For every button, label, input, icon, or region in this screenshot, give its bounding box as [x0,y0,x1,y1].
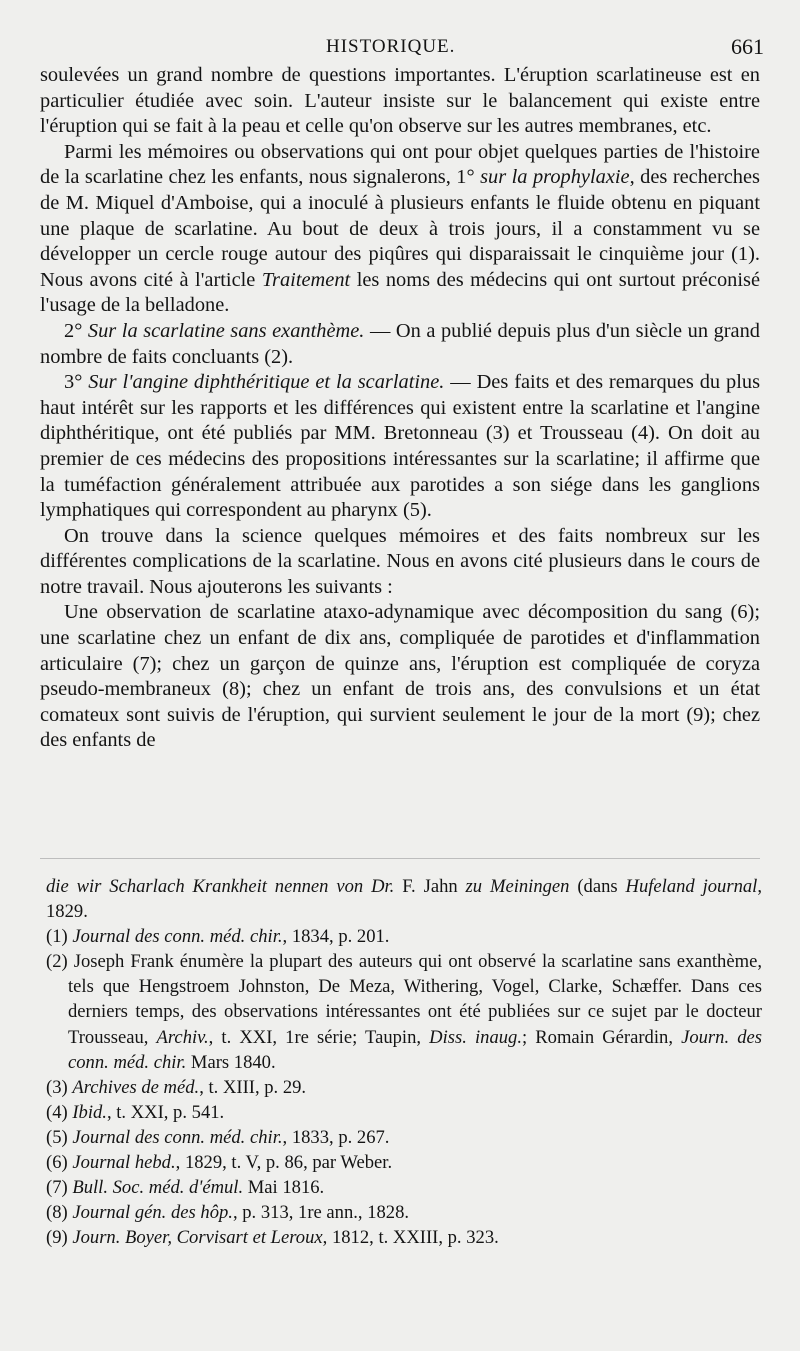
footnote-separator [40,858,760,859]
page-number: 661 [731,34,764,59]
footnote-2: (2) Joseph Frank énumère la plupart des auteurs qui ont observé la scarlatine sans exanthème, tels que Hengstroem Johnston, De Meza, Withering, Vogel, Clarke, Schæffer. Dans ces derniers temps, des observations intéressantes ont été publiées sur ce sujet par le docteur Trousseau, Archiv., t. XXI, 1re série; Taupin, Diss. inaug.; Romain Gérardin, Journ. des conn. méd. chir. Mars 1840. [46,951,762,1073]
paragraph-observations: Une observation de scarlatine ataxo-adynamique avec décomposition du sang (6); une scarlatine chez un enfant de dix ans, compliquée de parotides et d'inflammation articulaire (7); chez un garçon de quinze ans, l'éruption est compliquée de coryza pseudo-membraneux (8); chez un enfant de trois ans, des convulsions et un état comateux sont suivis de l'éruption, qui survient seulement le jour de la mort (9); chez des enfants de [40,601,760,752]
footnote-1: (1) Journal des conn. méd. chir., 1834, p. 201. [46,926,390,948]
footnote-4: (4) Ibid., t. XXI, p. 541. [46,1101,225,1123]
footnote-7: (7) Bull. Soc. méd. d'émul. Mai 1816. [46,1177,325,1199]
footnote-continuation: die wir Scharlach Krankheit nennen von Dr. F. Jahn zu Meiningen (dans Hufeland journal, 1829. [46,876,763,923]
footnote-3: (3) Archives de méd., t. XIII, p. 29. [46,1076,307,1098]
footnote-5: (5) Journal des conn. méd. chir., 1833, p. 267. [46,1126,390,1148]
paragraph-complications: On trouve dans la science quelques mémoires et des faits nombreux sur les différentes complications de la scarlatine. Nous en avons cité plusieurs dans le cours de notre travail. Nous ajouterons les suivants : [40,524,760,598]
main-text [40,63,760,754]
footnote-9: (9) Journ. Boyer, Corvisart et Leroux, 1812, t. XXIII, p. 323. [46,1227,499,1249]
running-title: HISTORIQUE. [326,36,456,57]
footnote-6: (6) Journal hebd., 1829, t. V, p. 86, par Weber. [46,1152,393,1174]
paragraph-sans-exantheme: 2° Sur la scarlatine sans exanthème. — On a publié depuis plus d'un siècle un grand nombre de faits concluants (2). [40,319,760,368]
page-header [40,36,768,64]
footnotes [46,874,762,1250]
footnote-8: (8) Journal gén. des hôp., p. 313, 1re ann., 1828. [46,1202,410,1224]
paragraph-continuation: soulevées un grand nombre de questions importantes. L'éruption scarlatineuse est en particulier étudiée avec soin. L'auteur insiste sur le balancement qui existe entre l'éruption qui se fait à la peau et celle qu'on observe sur les autres membranes, etc. [40,64,760,138]
paragraph-angine: 3° Sur l'angine diphthéritique et la scarlatine. — Des faits et des remarques du plus haut intérêt sur les rapports et les différences qui existent entre la scarlatine et l'angine diphthéritique, ont été publiés par MM. Bretonneau (3) et Trousseau (4). On doit au premier de ces médecins des propositions intéressantes sur la scarlatine; il affirme que la tuméfaction généralement attribuée aux parotides a son siége dans les ganglions lymphatiques qui correspondent au pharynx (5). [40,371,761,522]
paragraph-prophylaxie: Parmi les mémoires ou observations qui ont pour objet quelques parties de l'histoire de la scarlatine chez les enfants, nous signalerons, 1° sur la prophylaxie, des recherches de M. Miquel d'Amboise, qui a inoculé à plusieurs enfants le fluide obtenu en piquant une plaque de scarlatine. Au bout de deux à trois jours, il a constamment vu se développer un cercle rouge autour des piqûres qui disparaissait le cinquième jour (1). Nous avons cité à l'article Traitement les noms des médecins qui ont surtout préconisé l'usage de la belladone. [40,140,761,317]
